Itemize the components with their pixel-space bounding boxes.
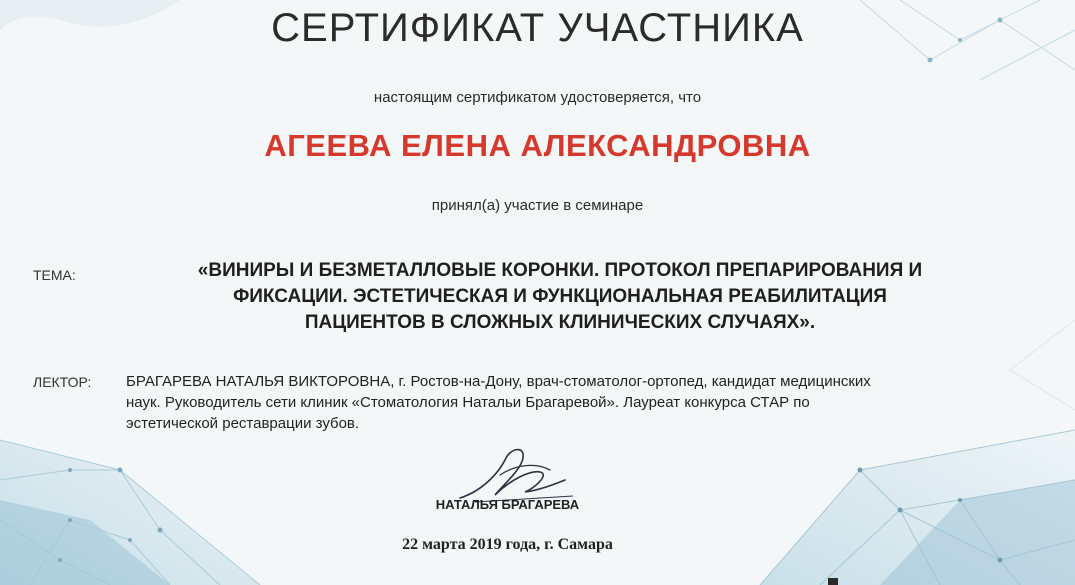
certificate-title: СЕРТИФИКАТ УЧАСТНИКА — [271, 6, 804, 50]
topic-line: ФИКСАЦИИ. ЭСТЕТИЧЕСКАЯ И ФУНКЦИОНАЛЬНАЯ РЕАБИЛИТАЦИЯ — [233, 286, 887, 307]
participant-name: АГЕЕВА ЕЛЕНА АЛЕКСАНДРОВНА — [264, 128, 811, 163]
signer-name: НАТАЛЬЯ БРАГАРЕВА — [435, 497, 580, 512]
lecturer-line: наук. Руководитель сети клиник «Стоматология Натальи Брагаревой». Лауреат конкурса СТАР по — [126, 394, 810, 411]
intro-text: настоящим сертификатом удостоверяется, что — [373, 89, 702, 106]
topic-line: «ВИНИРЫ И БЕЗМЕТАЛЛОВЫЕ КОРОНКИ. ПРОТОКОЛ ПРЕПАРИРОВАНИЯ И — [197, 260, 923, 281]
participation-text: принял(а) участие в семинаре — [431, 197, 644, 214]
date-place: 22 марта 2019 года, г. Самара — [402, 536, 613, 553]
seminar-topic — [100, 258, 1020, 336]
lecturer-label: ЛЕКТОР: — [33, 374, 92, 390]
topic-label: ТЕМА: — [33, 267, 76, 283]
topic-line: ПАЦИЕНТОВ В СЛОЖНЫХ КЛИНИЧЕСКИХ СЛУЧАЯХ». — [304, 312, 816, 333]
lecturer-info — [126, 371, 1026, 434]
lecturer-line: эстетической реставрации зубов. — [126, 415, 360, 432]
lecturer-line: БРАГАРЕВА НАТАЛЬЯ ВИКТОРОВНА, г. Ростов-на-Дону, врач-стоматолог-ортопед, кандидат медицинских — [126, 373, 871, 390]
